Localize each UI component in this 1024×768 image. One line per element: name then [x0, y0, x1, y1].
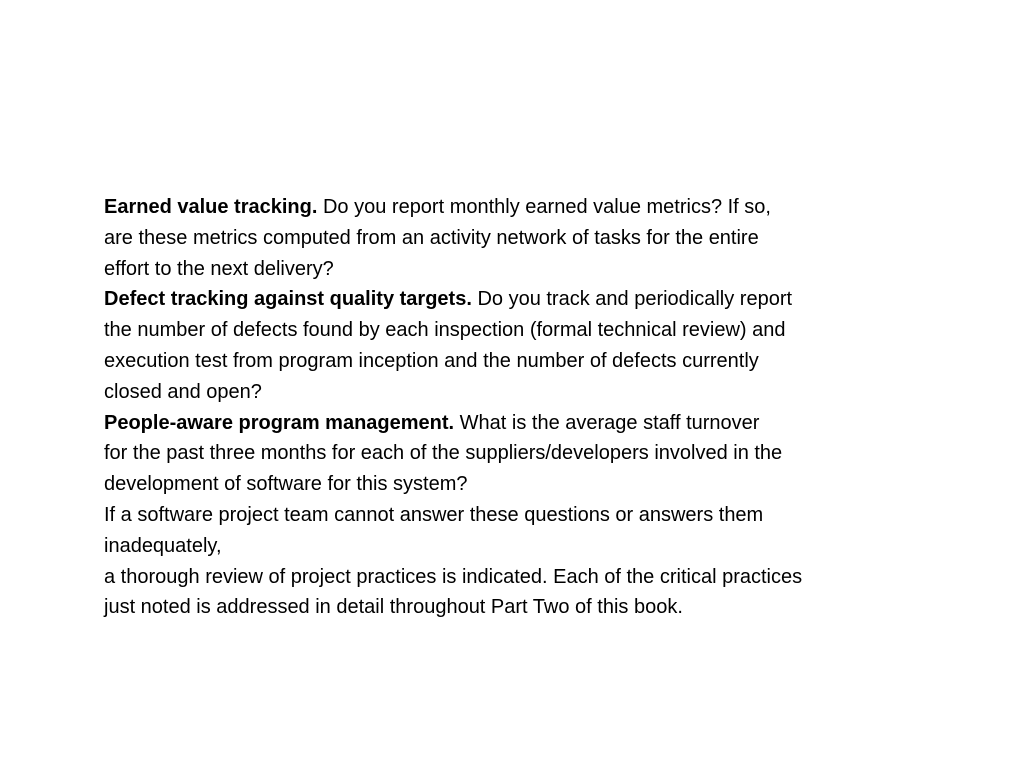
text-line: just noted is addressed in detail throughout Part Two of this book. [104, 596, 683, 619]
paragraph-text: Do you report monthly earned value metrics? If so, [317, 196, 771, 218]
text-line: a thorough review of project practices is indicated. Each of the critical practices [104, 565, 803, 588]
paragraph-heading: Earned value tracking. [104, 196, 318, 218]
text-line: execution test from program inception and the number of defects currently [104, 349, 759, 372]
text-line: development of software for this system? [104, 473, 468, 496]
paragraph-people-aware [104, 408, 944, 500]
paragraph-text: Do you track and periodically report [471, 288, 793, 311]
paragraph-earned-value [104, 192, 944, 284]
paragraph-conclusion [104, 500, 944, 623]
text-line: If a software project team cannot answer these questions or answers them [104, 503, 764, 526]
text-line: effort to the next delivery? [104, 257, 334, 280]
paragraph-heading: People-aware program management. [104, 411, 455, 434]
text-line: are these metrics computed from an activity network of tasks for the entire [104, 226, 759, 249]
text-line: closed and open? [104, 380, 262, 403]
paragraph-heading: Defect tracking against quality targets. [104, 288, 472, 311]
paragraph-text: What is the average staff turnover [454, 411, 760, 434]
text-line [104, 408, 944, 439]
text-line [104, 192, 944, 223]
text-line [104, 284, 944, 315]
slide-body [104, 192, 944, 623]
text-line: the number of defects found by each inspection (formal technical review) and [104, 319, 786, 342]
text-line: for the past three months for each of the suppliers/developers involved in the [104, 442, 783, 465]
paragraph-defect-tracking [104, 284, 944, 407]
text-line: inadequately, [104, 534, 222, 557]
